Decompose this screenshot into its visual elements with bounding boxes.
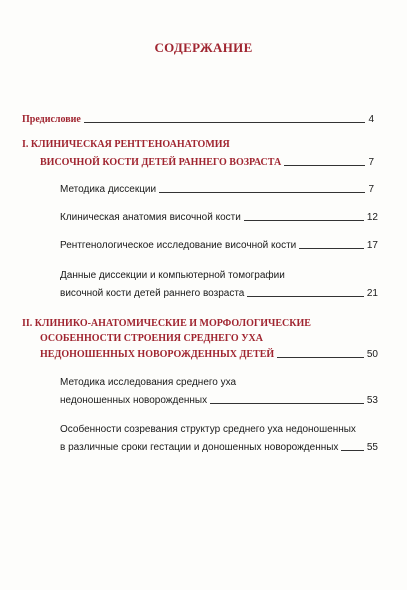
toc-page-number: 50	[366, 349, 378, 360]
toc-entry-label: НЕДОНОШЕННЫХ НОВОРОЖДЕННЫХ ДЕТЕЙ	[40, 349, 275, 360]
page-title: СОДЕРЖАНИЕ	[154, 40, 253, 55]
toc-entry-maturation-line-2[interactable]	[60, 442, 378, 453]
toc-entry-label: Данные диссекции и компьютерной томографии	[60, 270, 285, 281]
toc-entry-label: Особенности созревания структур среднего уха недоношенных	[60, 424, 356, 435]
toc-page-number: 4	[368, 114, 374, 125]
toc-entry-ct-data-line-1[interactable]	[60, 270, 285, 281]
toc-leader	[247, 296, 364, 297]
toc-leader	[299, 248, 364, 249]
toc-entry-label: Методика исследования среднего уха	[60, 377, 237, 388]
toc-chapter-1-line-2[interactable]	[40, 157, 374, 168]
toc-entry-label: в различные сроки гестации и доношенных новорожденных	[60, 442, 339, 453]
toc-page-number: 12	[366, 212, 378, 223]
toc-leader	[159, 192, 365, 193]
toc-entry-middle-ear-method-line-1[interactable]	[60, 377, 236, 388]
toc-entry-label: Методика диссекции	[60, 184, 157, 195]
toc-page-number: 7	[368, 184, 374, 195]
toc-entry-maturation-line-1[interactable]	[60, 424, 356, 435]
toc-chapter-2-line-3[interactable]	[40, 349, 378, 360]
toc-chapter-2-line-1[interactable]	[22, 318, 311, 329]
toc-entry-label: височной кости детей раннего возраста	[60, 288, 245, 299]
toc-entry-label: Клиническая анатомия височной кости	[60, 212, 241, 223]
toc-leader	[84, 122, 366, 123]
toc-entry-dissection-method[interactable]	[60, 184, 374, 195]
toc-entry-ct-data-line-2[interactable]	[60, 288, 378, 299]
toc-entry-preface[interactable]	[22, 114, 374, 125]
toc-entry-radiology[interactable]	[60, 240, 378, 251]
toc-leader	[284, 165, 365, 166]
toc-entry-clinical-anatomy[interactable]	[60, 212, 378, 223]
toc-entry-label: недоношенных новорожденных	[60, 395, 208, 406]
toc-entry-label: Предисловие	[22, 114, 81, 125]
toc-chapter-2-line-2[interactable]	[40, 333, 263, 344]
toc-leader	[277, 357, 364, 358]
toc-entry-label: Рентгенологическое исследование височной кости	[60, 240, 297, 251]
toc-chapter-1-line-1[interactable]	[22, 139, 230, 150]
toc-leader	[244, 220, 364, 221]
toc-page-number: 17	[366, 240, 378, 251]
toc-page-number: 21	[366, 288, 378, 299]
toc-entry-label: I. КЛИНИЧЕСКАЯ РЕНТГЕНОАНАТОМИЯ	[22, 139, 230, 150]
toc-page-number: 53	[366, 395, 378, 406]
toc-leader	[341, 450, 363, 451]
toc-entry-middle-ear-method-line-2[interactable]	[60, 395, 378, 406]
toc-entry-label: ВИСОЧНОЙ КОСТИ ДЕТЕЙ РАННЕГО ВОЗРАСТА	[40, 157, 282, 168]
toc-leader	[210, 403, 364, 404]
toc-page-number: 7	[368, 157, 374, 168]
toc-entry-label: ОСОБЕННОСТИ СТРОЕНИЯ СРЕДНЕГО УХА	[40, 333, 263, 344]
toc-page-number: 55	[366, 442, 378, 453]
toc-entry-label: II. КЛИНИКО-АНАТОМИЧЕСКИЕ И МОРФОЛОГИЧЕСКИЕ	[22, 318, 311, 329]
